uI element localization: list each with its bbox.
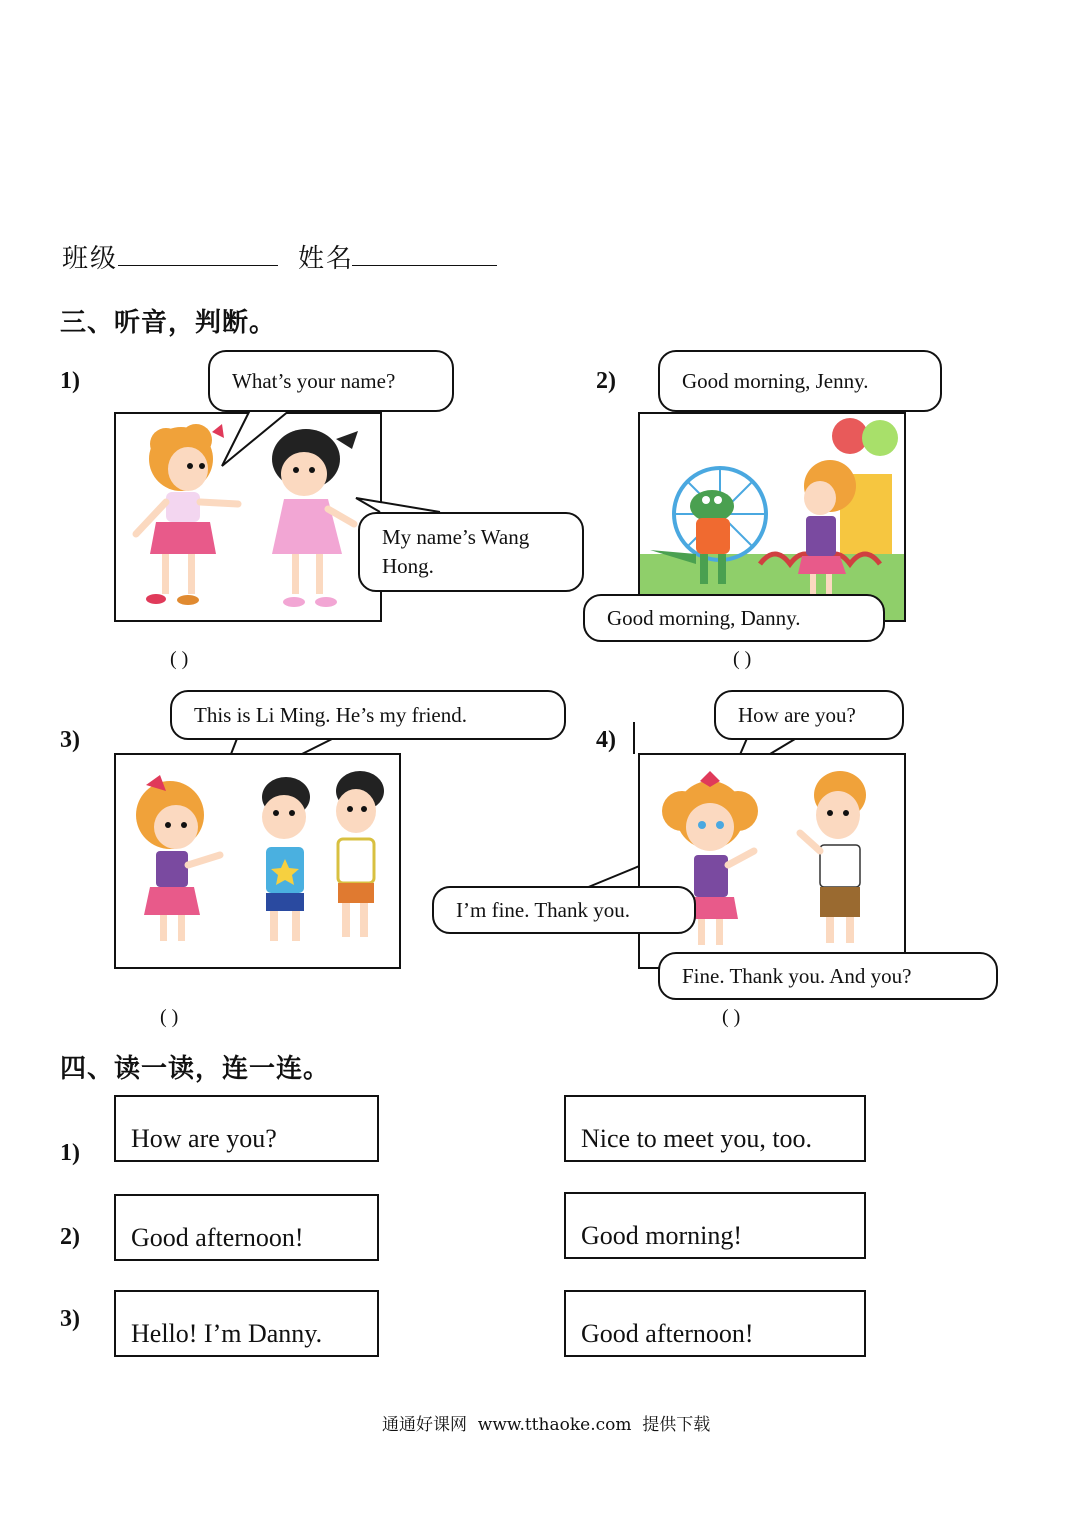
girl-wang-hong-illustration — [272, 429, 358, 607]
item1-bubble-answer: My name’s Wang Hong. — [358, 512, 584, 592]
match-right-3[interactable]: Good afternoon! — [564, 1290, 866, 1357]
name-blank[interactable] — [352, 265, 497, 266]
match-left-2[interactable]: Good afternoon! — [114, 1194, 379, 1261]
item3-picture — [114, 753, 401, 969]
item2-picture — [638, 412, 906, 622]
item3-answer-paren[interactable]: ( ) — [160, 1006, 179, 1028]
item2-answer-paren[interactable]: ( ) — [733, 648, 752, 670]
item4-picture — [638, 753, 906, 969]
class-blank[interactable] — [118, 265, 278, 266]
item4-bubble-girl-reply: I’m fine. Thank you. — [432, 886, 696, 934]
item1-number: 1) — [60, 368, 80, 394]
item3-bubble-intro: This is Li Ming. He’s my friend. — [170, 690, 566, 740]
match-row1-number: 1) — [60, 1140, 80, 1166]
girl-jenny-illustration — [136, 775, 220, 941]
class-label: 班级 — [62, 244, 119, 274]
item3-number: 3) — [60, 727, 80, 753]
match-row3-number: 3) — [60, 1306, 80, 1332]
item4-bubble-question: How are you? — [714, 690, 904, 740]
footer-text: 通通好课网 www.tthaoke.com 提供下载 — [382, 1415, 711, 1435]
match-row2-number: 2) — [60, 1224, 80, 1250]
match-left-3[interactable]: Hello! I’m Danny. — [114, 1290, 379, 1357]
section3-title: 三、听音，判断。 — [60, 308, 277, 338]
text-cursor — [633, 722, 635, 754]
boy-illustration — [800, 771, 866, 943]
match-right-2[interactable]: Good morning! — [564, 1192, 866, 1259]
boy-illustration — [336, 771, 384, 937]
item1-answer-paren[interactable]: ( ) — [170, 648, 189, 670]
match-right-1[interactable]: Nice to meet you, too. — [564, 1095, 866, 1162]
item4-bubble-boy-reply: Fine. Thank you. And you? — [658, 952, 998, 1000]
item4-number: 4) — [596, 727, 616, 753]
name-label: 姓名 — [298, 244, 355, 274]
item4-answer-paren[interactable]: ( ) — [722, 1006, 741, 1028]
item2-bubble-reply: Good morning, Danny. — [583, 594, 885, 642]
item1-bubble-question: What’s your name? — [208, 350, 454, 412]
section4-title: 四、读一读，连一连。 — [60, 1054, 331, 1084]
match-left-1[interactable]: How are you? — [114, 1095, 379, 1162]
item2-bubble-greeting: Good morning, Jenny. — [658, 350, 942, 412]
girl-jenny-illustration — [136, 424, 238, 605]
item2-number: 2) — [596, 368, 616, 394]
boy-li-ming-illustration — [262, 777, 310, 941]
item1-picture — [114, 412, 382, 622]
